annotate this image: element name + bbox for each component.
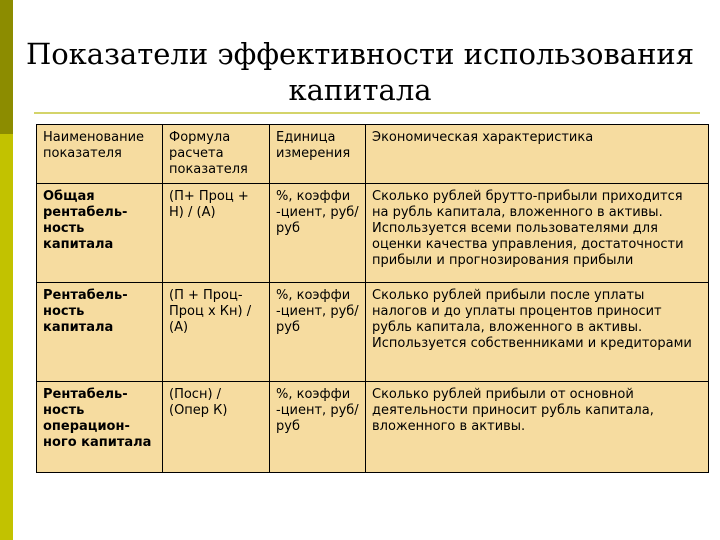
formula-cell: (П + Проц-Проц х Кн) / (А)	[163, 283, 270, 382]
header-indicator-name: Наименование показателя	[37, 125, 163, 184]
description-cell: Сколько рублей брутто-прибыли приходится на рубль капитала, вложенного в активы. Используется всеми пользователями для оценки качества управления, достаточности прибыли и прогнозирования прибыли	[366, 184, 709, 283]
header-unit: Единица измерения	[270, 125, 366, 184]
slide-title-line-2: капитала	[288, 73, 432, 107]
formula-cell: (Посн) / (Опер К)	[163, 382, 270, 473]
description-cell: Сколько рублей прибыли от основной деятельности приносит рубль капитала, вложенного в активы.	[366, 382, 709, 473]
title-underline	[34, 112, 700, 114]
decorative-side-bar-light	[0, 134, 13, 540]
table-row	[37, 184, 709, 283]
indicator-name-cell: Общая рентабель-ность капитала	[37, 184, 163, 283]
decorative-side-bar-dark	[0, 0, 13, 134]
capital-efficiency-table	[36, 124, 709, 473]
table-row	[37, 382, 709, 473]
description-cell: Сколько рублей прибыли после уплаты налогов и до уплаты процентов приносит рубль капитала, вложенного в активы. Используется собственниками и кредиторами	[366, 283, 709, 382]
table-row	[37, 283, 709, 382]
unit-cell: %, коэффи -циент, руб/руб	[270, 382, 366, 473]
unit-cell: %, коэффи -циент, руб/руб	[270, 283, 366, 382]
header-formula: Формула расчета показателя	[163, 125, 270, 184]
slide-title-line-1: Показатели эффективности использования	[25, 37, 695, 71]
slide-title	[20, 36, 700, 108]
unit-cell: %, коэффи -циент, руб/руб	[270, 184, 366, 283]
indicator-name-cell: Рентабель-ность капитала	[37, 283, 163, 382]
header-economic-characteristic: Экономическая характеристика	[366, 125, 709, 184]
table-header-row	[37, 125, 709, 184]
indicator-name-cell: Рентабель-ность операцион-ного капитала	[37, 382, 163, 473]
formula-cell: (П+ Проц + Н) / (А)	[163, 184, 270, 283]
